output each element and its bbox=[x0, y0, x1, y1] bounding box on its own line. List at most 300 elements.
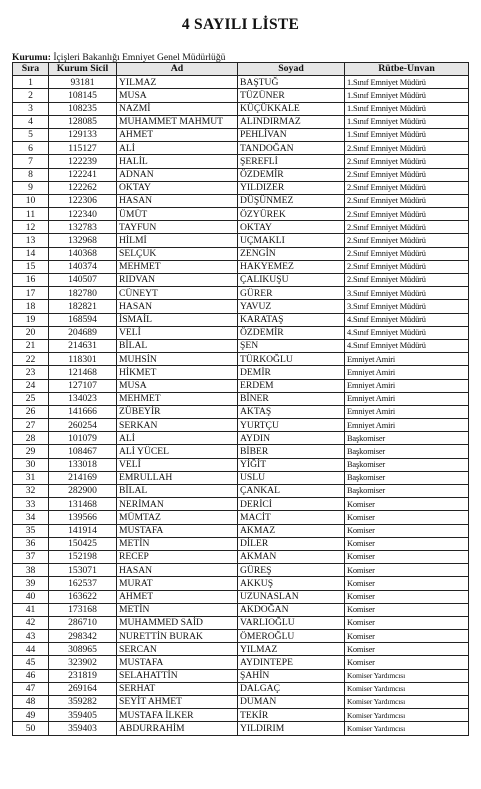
cell-order: 9 bbox=[13, 181, 49, 194]
institution-name: İçişleri Bakanlığı Emniyet Genel Müdürlüğü bbox=[53, 52, 226, 63]
cell-registry: 108467 bbox=[49, 445, 117, 458]
cell-first-name: MUSTAFA İLKER bbox=[117, 709, 238, 722]
table-row bbox=[13, 656, 469, 669]
cell-rank: 2.Sınıf Emniyet Müdürü bbox=[345, 194, 469, 207]
cell-registry: 122239 bbox=[49, 155, 117, 168]
table-row bbox=[13, 564, 469, 577]
cell-registry: 122262 bbox=[49, 181, 117, 194]
cell-order: 6 bbox=[13, 142, 49, 155]
cell-registry: 231819 bbox=[49, 669, 117, 682]
cell-surname: GÜREŞ bbox=[238, 564, 345, 577]
cell-surname: ÇALIKUŞU bbox=[238, 274, 345, 287]
header-first-name: Ad bbox=[117, 63, 238, 76]
cell-order: 41 bbox=[13, 603, 49, 616]
table-row bbox=[13, 208, 469, 221]
cell-order: 38 bbox=[13, 564, 49, 577]
cell-surname: ZENGİN bbox=[238, 247, 345, 260]
cell-order: 26 bbox=[13, 405, 49, 418]
cell-first-name: ZÜBEYİR bbox=[117, 405, 238, 418]
cell-registry: 140368 bbox=[49, 247, 117, 260]
cell-first-name: HASAN bbox=[117, 194, 238, 207]
table-row bbox=[13, 419, 469, 432]
cell-registry: 122340 bbox=[49, 208, 117, 221]
cell-surname: ALINDIRMAZ bbox=[238, 115, 345, 128]
cell-rank: Komiser Yardımcısı bbox=[345, 669, 469, 682]
cell-first-name: BİLAL bbox=[117, 339, 238, 352]
cell-first-name: SELAHATTİN bbox=[117, 669, 238, 682]
cell-registry: 129133 bbox=[49, 128, 117, 141]
cell-registry: 182780 bbox=[49, 287, 117, 300]
cell-first-name: HASAN bbox=[117, 564, 238, 577]
cell-registry: 115127 bbox=[49, 142, 117, 155]
cell-registry: 93181 bbox=[49, 76, 117, 89]
cell-registry: 204689 bbox=[49, 326, 117, 339]
header-rank: Rütbe-Unvan bbox=[345, 63, 469, 76]
cell-order: 31 bbox=[13, 471, 49, 484]
cell-first-name: HİLMİ bbox=[117, 234, 238, 247]
cell-rank: Başkomiser bbox=[345, 485, 469, 498]
cell-first-name: CÜNEYT bbox=[117, 287, 238, 300]
cell-registry: 282900 bbox=[49, 485, 117, 498]
cell-order: 28 bbox=[13, 432, 49, 445]
cell-surname: UZUNASLAN bbox=[238, 590, 345, 603]
cell-order: 48 bbox=[13, 696, 49, 709]
cell-first-name: ÜMÜT bbox=[117, 208, 238, 221]
cell-rank: 2.Sınıf Emniyet Müdürü bbox=[345, 155, 469, 168]
cell-registry: 118301 bbox=[49, 353, 117, 366]
cell-rank: Emniyet Amiri bbox=[345, 379, 469, 392]
cell-first-name: MUHAMMET MAHMUT bbox=[117, 115, 238, 128]
cell-registry: 139566 bbox=[49, 511, 117, 524]
cell-first-name: ALİ YÜCEL bbox=[117, 445, 238, 458]
cell-first-name: OKTAY bbox=[117, 181, 238, 194]
cell-first-name: RECEP bbox=[117, 550, 238, 563]
header-surname: Soyad bbox=[238, 63, 345, 76]
cell-rank: Komiser bbox=[345, 498, 469, 511]
table-row bbox=[13, 181, 469, 194]
cell-first-name: HASAN bbox=[117, 300, 238, 313]
cell-rank: 1.Sınıf Emniyet Müdürü bbox=[345, 128, 469, 141]
table-row bbox=[13, 128, 469, 141]
cell-rank: Emniyet Amiri bbox=[345, 405, 469, 418]
personnel-table bbox=[12, 62, 469, 736]
cell-first-name: SELÇUK bbox=[117, 247, 238, 260]
table-row bbox=[13, 669, 469, 682]
cell-first-name: MEHMET bbox=[117, 392, 238, 405]
cell-order: 30 bbox=[13, 458, 49, 471]
cell-first-name: VELİ bbox=[117, 326, 238, 339]
cell-rank: 2.Sınıf Emniyet Müdürü bbox=[345, 208, 469, 221]
cell-first-name: MUSTAFA bbox=[117, 656, 238, 669]
cell-rank: Komiser bbox=[345, 564, 469, 577]
cell-order: 19 bbox=[13, 313, 49, 326]
cell-registry: 108145 bbox=[49, 89, 117, 102]
cell-first-name: AHMET bbox=[117, 590, 238, 603]
cell-surname: YURTÇU bbox=[238, 419, 345, 432]
cell-rank: Emniyet Amiri bbox=[345, 392, 469, 405]
cell-registry: 162537 bbox=[49, 577, 117, 590]
table-row bbox=[13, 89, 469, 102]
cell-order: 21 bbox=[13, 339, 49, 352]
cell-registry: 121468 bbox=[49, 366, 117, 379]
table-row bbox=[13, 537, 469, 550]
cell-rank: Komiser Yardımcısı bbox=[345, 682, 469, 695]
cell-surname: GÜRER bbox=[238, 287, 345, 300]
table-row bbox=[13, 300, 469, 313]
cell-rank: 2.Sınıf Emniyet Müdürü bbox=[345, 260, 469, 273]
cell-order: 3 bbox=[13, 102, 49, 115]
cell-first-name: ABDURRAHİM bbox=[117, 722, 238, 735]
cell-rank: 3.Sınıf Emniyet Müdürü bbox=[345, 287, 469, 300]
cell-first-name: BİLAL bbox=[117, 485, 238, 498]
table-row bbox=[13, 339, 469, 352]
cell-registry: 308965 bbox=[49, 643, 117, 656]
table-row bbox=[13, 247, 469, 260]
cell-order: 24 bbox=[13, 379, 49, 392]
cell-rank: 1.Sınıf Emniyet Müdürü bbox=[345, 76, 469, 89]
table-row bbox=[13, 643, 469, 656]
table-row bbox=[13, 722, 469, 735]
cell-rank: Başkomiser bbox=[345, 445, 469, 458]
cell-registry: 134023 bbox=[49, 392, 117, 405]
cell-order: 16 bbox=[13, 274, 49, 287]
cell-first-name: SERHAT bbox=[117, 682, 238, 695]
cell-order: 39 bbox=[13, 577, 49, 590]
cell-surname: MACİT bbox=[238, 511, 345, 524]
cell-surname: ŞEREFLİ bbox=[238, 155, 345, 168]
table-row bbox=[13, 366, 469, 379]
cell-surname: AKDOĞAN bbox=[238, 603, 345, 616]
cell-surname: TÜRKOĞLU bbox=[238, 353, 345, 366]
cell-order: 23 bbox=[13, 366, 49, 379]
cell-surname: BİNER bbox=[238, 392, 345, 405]
table-row bbox=[13, 392, 469, 405]
cell-first-name: YILMAZ bbox=[117, 76, 238, 89]
cell-rank: Komiser bbox=[345, 577, 469, 590]
cell-surname: KARATAŞ bbox=[238, 313, 345, 326]
cell-surname: YILMAZ bbox=[238, 643, 345, 656]
cell-order: 44 bbox=[13, 643, 49, 656]
cell-order: 7 bbox=[13, 155, 49, 168]
cell-order: 8 bbox=[13, 168, 49, 181]
table-row bbox=[13, 274, 469, 287]
cell-registry: 286710 bbox=[49, 616, 117, 629]
cell-order: 12 bbox=[13, 221, 49, 234]
cell-registry: 101079 bbox=[49, 432, 117, 445]
cell-first-name: MÜMTAZ bbox=[117, 511, 238, 524]
cell-surname: ÖZDEMİR bbox=[238, 326, 345, 339]
cell-rank: Başkomiser bbox=[345, 458, 469, 471]
cell-first-name: MUSTAFA bbox=[117, 524, 238, 537]
cell-order: 22 bbox=[13, 353, 49, 366]
cell-rank: Komiser bbox=[345, 643, 469, 656]
cell-surname: ŞAHİN bbox=[238, 669, 345, 682]
table-row bbox=[13, 155, 469, 168]
table-body bbox=[13, 76, 469, 735]
cell-rank: 4.Sınıf Emniyet Müdürü bbox=[345, 326, 469, 339]
cell-order: 36 bbox=[13, 537, 49, 550]
cell-rank: 2.Sınıf Emniyet Müdürü bbox=[345, 181, 469, 194]
cell-surname: OKTAY bbox=[238, 221, 345, 234]
cell-order: 34 bbox=[13, 511, 49, 524]
table-row bbox=[13, 405, 469, 418]
cell-order: 37 bbox=[13, 550, 49, 563]
cell-first-name: MURAT bbox=[117, 577, 238, 590]
cell-registry: 150425 bbox=[49, 537, 117, 550]
cell-registry: 269164 bbox=[49, 682, 117, 695]
cell-surname: DİLER bbox=[238, 537, 345, 550]
cell-registry: 141914 bbox=[49, 524, 117, 537]
cell-rank: 4.Sınıf Emniyet Müdürü bbox=[345, 313, 469, 326]
cell-order: 11 bbox=[13, 208, 49, 221]
cell-surname: TANDOĞAN bbox=[238, 142, 345, 155]
cell-first-name: SERCAN bbox=[117, 643, 238, 656]
cell-surname: AKMAN bbox=[238, 550, 345, 563]
institution-label: Kurumu: bbox=[12, 52, 51, 63]
cell-first-name: METİN bbox=[117, 537, 238, 550]
table-row bbox=[13, 458, 469, 471]
cell-first-name: NERİMAN bbox=[117, 498, 238, 511]
cell-surname: ÖZYÜREK bbox=[238, 208, 345, 221]
cell-registry: 323902 bbox=[49, 656, 117, 669]
table-row bbox=[13, 76, 469, 89]
cell-order: 46 bbox=[13, 669, 49, 682]
cell-surname: DÜŞÜNMEZ bbox=[238, 194, 345, 207]
table-row bbox=[13, 142, 469, 155]
cell-registry: 298342 bbox=[49, 630, 117, 643]
cell-rank: 2.Sınıf Emniyet Müdürü bbox=[345, 247, 469, 260]
cell-registry: 127107 bbox=[49, 379, 117, 392]
cell-registry: 214169 bbox=[49, 471, 117, 484]
cell-first-name: RIDVAN bbox=[117, 274, 238, 287]
cell-registry: 168594 bbox=[49, 313, 117, 326]
cell-rank: Komiser bbox=[345, 590, 469, 603]
cell-first-name: MUHAMMED SAİD bbox=[117, 616, 238, 629]
cell-order: 18 bbox=[13, 300, 49, 313]
cell-rank: 2.Sınıf Emniyet Müdürü bbox=[345, 168, 469, 181]
cell-first-name: AHMET bbox=[117, 128, 238, 141]
cell-surname: AKMAZ bbox=[238, 524, 345, 537]
cell-surname: YILDIZER bbox=[238, 181, 345, 194]
cell-rank: Komiser bbox=[345, 630, 469, 643]
table-row bbox=[13, 498, 469, 511]
cell-registry: 132783 bbox=[49, 221, 117, 234]
cell-registry: 133018 bbox=[49, 458, 117, 471]
cell-rank: Komiser bbox=[345, 616, 469, 629]
cell-surname: YILDIRIM bbox=[238, 722, 345, 735]
cell-surname: BİBER bbox=[238, 445, 345, 458]
cell-rank: 2.Sınıf Emniyet Müdürü bbox=[345, 274, 469, 287]
cell-order: 49 bbox=[13, 709, 49, 722]
cell-surname: DALGAÇ bbox=[238, 682, 345, 695]
cell-rank: Komiser Yardımcısı bbox=[345, 722, 469, 735]
cell-first-name: ALİ bbox=[117, 432, 238, 445]
cell-rank: Başkomiser bbox=[345, 432, 469, 445]
table-row bbox=[13, 511, 469, 524]
table-row bbox=[13, 194, 469, 207]
cell-registry: 128085 bbox=[49, 115, 117, 128]
cell-surname: KÜÇÜKKALE bbox=[238, 102, 345, 115]
table-row bbox=[13, 524, 469, 537]
cell-order: 29 bbox=[13, 445, 49, 458]
cell-surname: TEKİR bbox=[238, 709, 345, 722]
cell-surname: DEMİR bbox=[238, 366, 345, 379]
cell-rank: 1.Sınıf Emniyet Müdürü bbox=[345, 89, 469, 102]
table-row bbox=[13, 603, 469, 616]
cell-registry: 140374 bbox=[49, 260, 117, 273]
table-row bbox=[13, 682, 469, 695]
cell-order: 17 bbox=[13, 287, 49, 300]
cell-first-name: MUHSİN bbox=[117, 353, 238, 366]
table-row bbox=[13, 326, 469, 339]
table-row bbox=[13, 115, 469, 128]
cell-first-name: TAYFUN bbox=[117, 221, 238, 234]
cell-rank: 2.Sınıf Emniyet Müdürü bbox=[345, 221, 469, 234]
cell-registry: 359282 bbox=[49, 696, 117, 709]
cell-rank: 2.Sınıf Emniyet Müdürü bbox=[345, 142, 469, 155]
cell-surname: ŞEN bbox=[238, 339, 345, 352]
table-row bbox=[13, 432, 469, 445]
cell-surname: AKKUŞ bbox=[238, 577, 345, 590]
cell-first-name: ADNAN bbox=[117, 168, 238, 181]
table-row bbox=[13, 221, 469, 234]
cell-surname: UÇMAKLI bbox=[238, 234, 345, 247]
cell-surname: AYDIN bbox=[238, 432, 345, 445]
table-row bbox=[13, 353, 469, 366]
cell-order: 47 bbox=[13, 682, 49, 695]
cell-rank: Emniyet Amiri bbox=[345, 419, 469, 432]
cell-rank: 3.Sınıf Emniyet Müdürü bbox=[345, 300, 469, 313]
cell-order: 25 bbox=[13, 392, 49, 405]
cell-rank: Emniyet Amiri bbox=[345, 353, 469, 366]
cell-order: 10 bbox=[13, 194, 49, 207]
cell-surname: USLU bbox=[238, 471, 345, 484]
cell-registry: 182821 bbox=[49, 300, 117, 313]
cell-surname: ÇANKAL bbox=[238, 485, 345, 498]
table-row bbox=[13, 313, 469, 326]
cell-first-name: İSMAİL bbox=[117, 313, 238, 326]
table-row bbox=[13, 234, 469, 247]
header-order: Sıra bbox=[13, 63, 49, 76]
page-title: 4 SAYILI LİSTE bbox=[181, 16, 300, 33]
cell-order: 13 bbox=[13, 234, 49, 247]
cell-registry: 122306 bbox=[49, 194, 117, 207]
cell-registry: 260254 bbox=[49, 419, 117, 432]
cell-surname: AKTAŞ bbox=[238, 405, 345, 418]
cell-rank: 2.Sınıf Emniyet Müdürü bbox=[345, 234, 469, 247]
cell-surname: DERİCİ bbox=[238, 498, 345, 511]
cell-rank: Komiser bbox=[345, 511, 469, 524]
header-registry: Kurum Sicil bbox=[49, 63, 117, 76]
cell-order: 14 bbox=[13, 247, 49, 260]
cell-order: 2 bbox=[13, 89, 49, 102]
cell-registry: 141666 bbox=[49, 405, 117, 418]
table-row bbox=[13, 550, 469, 563]
cell-rank: Komiser Yardımcısı bbox=[345, 696, 469, 709]
cell-first-name: METİN bbox=[117, 603, 238, 616]
cell-order: 35 bbox=[13, 524, 49, 537]
table-row bbox=[13, 102, 469, 115]
cell-registry: 214631 bbox=[49, 339, 117, 352]
cell-rank: Komiser bbox=[345, 603, 469, 616]
cell-registry: 131468 bbox=[49, 498, 117, 511]
cell-first-name: ALİ bbox=[117, 142, 238, 155]
cell-first-name: MEHMET bbox=[117, 260, 238, 273]
cell-order: 27 bbox=[13, 419, 49, 432]
cell-order: 33 bbox=[13, 498, 49, 511]
cell-surname: YAVUZ bbox=[238, 300, 345, 313]
cell-surname: HAKYEMEZ bbox=[238, 260, 345, 273]
cell-first-name: NURETTİN BURAK bbox=[117, 630, 238, 643]
cell-registry: 132968 bbox=[49, 234, 117, 247]
cell-surname: BAŞTUĞ bbox=[238, 76, 345, 89]
cell-rank: 1.Sınıf Emniyet Müdürü bbox=[345, 115, 469, 128]
cell-first-name: MUSA bbox=[117, 89, 238, 102]
cell-first-name: HİKMET bbox=[117, 366, 238, 379]
cell-surname: PEHLİVAN bbox=[238, 128, 345, 141]
cell-rank: Komiser bbox=[345, 524, 469, 537]
cell-order: 45 bbox=[13, 656, 49, 669]
table-row bbox=[13, 616, 469, 629]
cell-rank: Komiser bbox=[345, 656, 469, 669]
cell-order: 50 bbox=[13, 722, 49, 735]
table-row bbox=[13, 590, 469, 603]
cell-rank: Komiser bbox=[345, 537, 469, 550]
cell-surname: YİĞİT bbox=[238, 458, 345, 471]
cell-order: 5 bbox=[13, 128, 49, 141]
cell-order: 1 bbox=[13, 76, 49, 89]
cell-surname: TÜZÜNER bbox=[238, 89, 345, 102]
cell-registry: 359403 bbox=[49, 722, 117, 735]
cell-surname: ERDEM bbox=[238, 379, 345, 392]
table-row bbox=[13, 168, 469, 181]
cell-first-name: HALİL bbox=[117, 155, 238, 168]
cell-rank: Komiser Yardımcısı bbox=[345, 709, 469, 722]
cell-order: 15 bbox=[13, 260, 49, 273]
cell-order: 40 bbox=[13, 590, 49, 603]
table-row bbox=[13, 709, 469, 722]
table-row bbox=[13, 379, 469, 392]
cell-surname: ÖZDEMİR bbox=[238, 168, 345, 181]
cell-rank: 4.Sınıf Emniyet Müdürü bbox=[345, 339, 469, 352]
cell-first-name: MUSA bbox=[117, 379, 238, 392]
cell-first-name: NAZMİ bbox=[117, 102, 238, 115]
cell-order: 43 bbox=[13, 630, 49, 643]
table-row bbox=[13, 445, 469, 458]
cell-rank: Başkomiser bbox=[345, 471, 469, 484]
cell-registry: 153071 bbox=[49, 564, 117, 577]
cell-rank: Komiser bbox=[345, 550, 469, 563]
table-row bbox=[13, 260, 469, 273]
cell-registry: 359405 bbox=[49, 709, 117, 722]
cell-surname: AYDINTEPE bbox=[238, 656, 345, 669]
cell-first-name: VELİ bbox=[117, 458, 238, 471]
cell-first-name: SEYİT AHMET bbox=[117, 696, 238, 709]
cell-surname: VARLIOĞLU bbox=[238, 616, 345, 629]
table-row bbox=[13, 696, 469, 709]
cell-order: 4 bbox=[13, 115, 49, 128]
cell-registry: 152198 bbox=[49, 550, 117, 563]
cell-rank: Emniyet Amiri bbox=[345, 366, 469, 379]
table-row bbox=[13, 577, 469, 590]
cell-registry: 140507 bbox=[49, 274, 117, 287]
cell-first-name: EMRULLAH bbox=[117, 471, 238, 484]
cell-registry: 163622 bbox=[49, 590, 117, 603]
cell-rank: 1.Sınıf Emniyet Müdürü bbox=[345, 102, 469, 115]
cell-order: 42 bbox=[13, 616, 49, 629]
table-row bbox=[13, 287, 469, 300]
table-header-row bbox=[13, 63, 469, 76]
